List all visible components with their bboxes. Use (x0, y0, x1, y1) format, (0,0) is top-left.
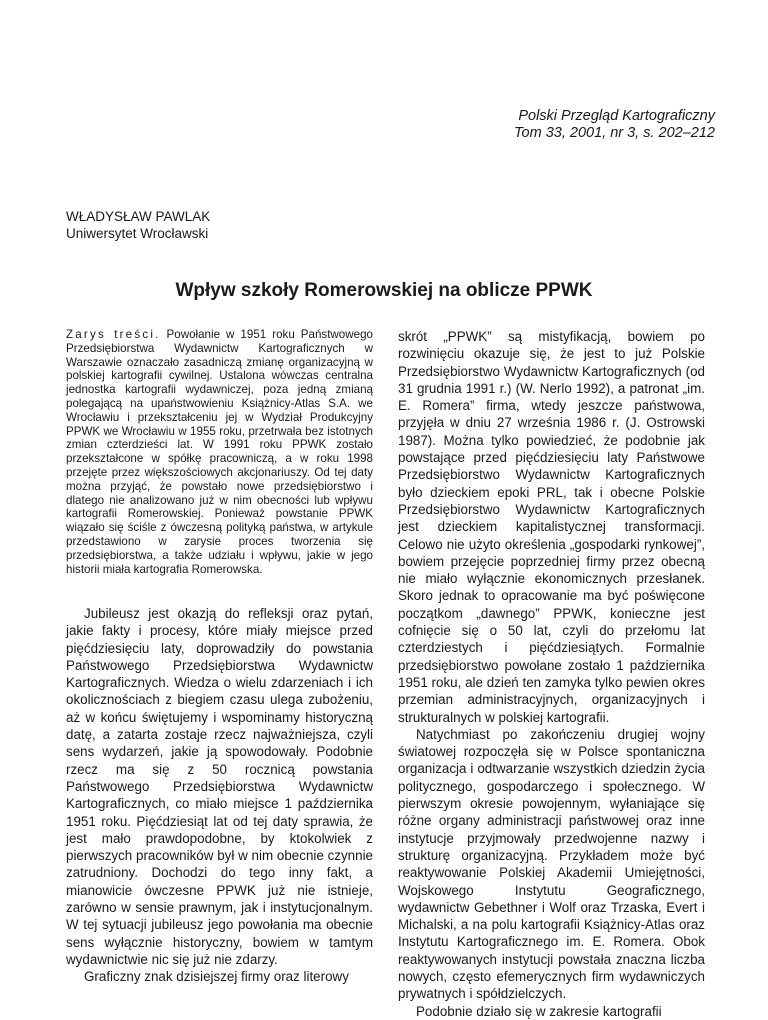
body-paragraph: Graficzny znak dzisiejszej firmy oraz literowy (84, 969, 349, 985)
abstract-label: Zarys treści. (66, 328, 161, 341)
abstract (66, 328, 373, 576)
author-affiliation: Uniwersytet Wrocławski (66, 226, 209, 241)
body-paragraph: Podobnie działo się w zakresie kartografii (416, 1003, 662, 1019)
body-paragraph: Jubileusz jest okazją do refleksji oraz pytań, jakie fakty i procesy, które miały miejsce przed pięćdziesięciu laty, doprowadziły do powstania Państwowego Przedsiębiorstwa Wydawnictw Kartograficznych. Wiedza o wielu zdarzeniach i ich okolicznościach z biegiem czasu ulega zubożeniu, aż w końcu świętujemy i wspominamy historyczną datę, a zatarta zostaje rzecz najważniejsza, czyli sens wydarzeń, jakie ją spowodowały. Podobnie rzecz ma się z 50 rocznicą powstania Państwowego Przedsiębiorstwa Wydawnictw Kartograficznych, co miało miejsce 1 października 1951 roku. Pięćdziesiąt lat od tej daty sprawia, że jest mało prawdopodobne, by ktokolwiek z pierwszych pracowników był w nim obecnie czynnie zatrudniony. Dochodzi do tego inny fakt, a mianowicie ówczesne PPWK już nie istnieje, zarówno w sensie prawnym, jak i instytucjonalnym. W tej sytuacji jubileusz jego powołania ma obecnie sens wyłącznie historyczny, bowiem w tamtym wydawnictwie nic się już nie zdarzy. (66, 606, 373, 967)
abstract-text: Powołanie w 1951 roku Państwowego Przedsiębiorstwa Wydawnictw Kartograficznych w Warszawie oznaczało zasadniczą zmianę organizacyjną w polskiej kartografii cywilnej. Ustalona wówczas centralna jednostka kartografii wydawniczej, poza jedną zmianą polegającą na upaństwowieniu Książnicy-Atlas S.A. we Wrocławiu i przekształceniu jej w Wydział Produkcyjny PPWK we Wrocławiu w 1955 roku, przetrwała bez istotnych zmian czterdzieści lat. W 1991 roku PPWK zostało przekształcone w spółkę pracowniczą, a w roku 1998 przejęte przez większościowych akcjonariuszy. Od tej daty można przyjąć, że powstało nowe przedsiębiorstwo i dlatego nie analizowano już w nim obecności lub wpływu kartografii Romerowskiej. Ponieważ powstanie PPWK wiązało się ściśle z ówczesną polityką państwa, w artykule przedstawiono w zarysie proces tworzenia się przedsiębiorstwa, a także udziału i wpływu, jakie w jego historii miała kartografia Romerowska. (66, 328, 373, 576)
article-title: Wpływ szkoły Romerowskiej na oblicze PPWK (175, 280, 593, 301)
author-name: WŁADYSŁAW PAWLAK (66, 209, 211, 224)
journal-reference: Tom 33, 2001, nr 3, s. 202–212 (514, 125, 715, 141)
journal-name: Polski Przegląd Kartograficzny (518, 108, 715, 124)
body-column-left (66, 605, 373, 986)
author-block (66, 208, 210, 242)
body-paragraph: skrót „PPWK” są mistyfikacją, bowiem po rozwinięciu okazuje się, że jest to już Polskie Przedsiębiorstwo Wydawnictw Kartograficznych (od 31 grudnia 1991 r.) (W. Nerlo 1992), a patronat „im. E. Romera” firma, wtedy jeszcze państwowa, przyjęła w dniu 27 września 1986 r. (J. Ostrowski 1987). Można tylko powiedzieć, że podobnie jak powstające przed pięćdziesięciu laty Państwowe Przedsiębiorstwo Wydawnictw Kartograficznych było dzieckiem epoki PRL, tak i obecne Polskie Przedsiębiorstwo Wydawnictw Kartograficznych jest dzieckiem kapitalistycznej transformacji. Celowo nie użyto określenia „gospodarki rynkowej”, bowiem przejęcie poprzedniej firmy przez obecną nie miało wyłącznie ekonomicznych przesłanek. Skoro jednak to opracowanie ma być poświęcone początkom „dawnego” PPWK, konieczne jest cofnięcie się o 50 lat, czyli do przełomu lat czterdziestych i pięćdziesiątych. Formalnie przedsiębiorstwo powołane zostało 1 października 1951 roku, ale dzień ten zamyka tylko pewien okres przemian administracyjnych, organizacyjnych i strukturalnych w polskiej kartografii. (398, 329, 705, 725)
body-paragraph: Natychmiast po zakończeniu drugiej wojny światowej rozpoczęła się w Polsce spontaniczna organizacja i odtwarzanie wszystkich dziedzin życia politycznego, gospodarczego i społecznego. W pierwszym okresie powojennym, wyłaniające się różne organy administracji państwowej oraz inne instytucje przyjmowały przedwojenne nazwy i strukturę organizacyjną. Przykładem może być reaktywowanie Polskiej Akademii Umiejętności, Wojskowego Instytutu Geograficznego, wydawnictw Gebethner i Wolf oraz Trzaska, Evert i Michalski, a na polu kartografii Książnicy-Atlas oraz Instytutu Kartograficznego im. E. Romera. Obok reaktywowanych instytucji powstała znaczna liczba nowych, często efemerycznych firm wydawniczych prywatnych i spółdzielczych. (398, 726, 705, 1002)
journal-header (514, 108, 715, 142)
body-column-right (398, 328, 705, 1020)
